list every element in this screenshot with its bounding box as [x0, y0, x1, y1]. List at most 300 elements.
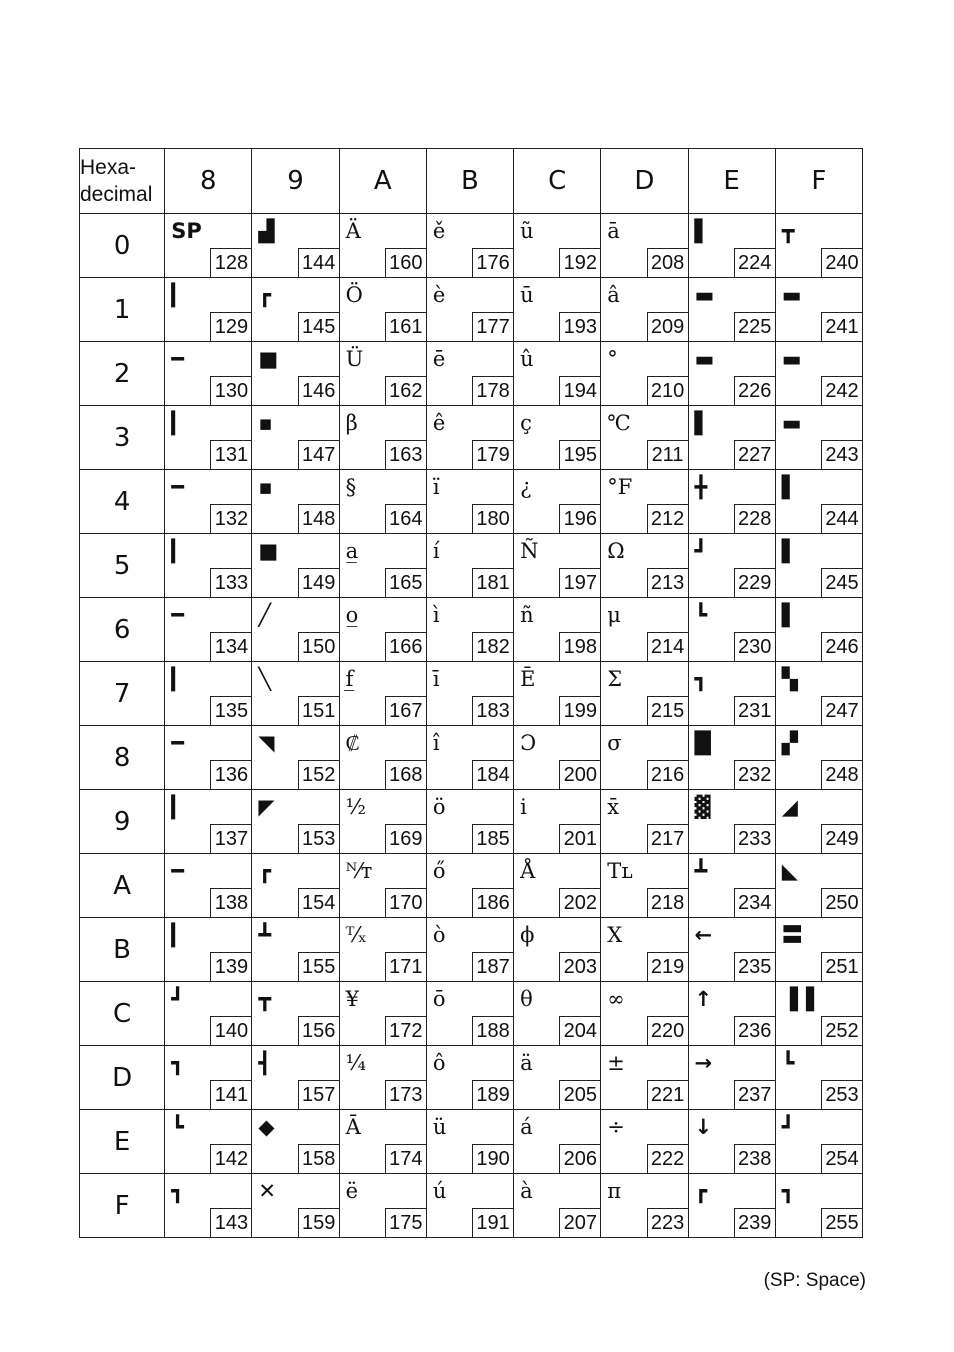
character-code-table	[79, 148, 863, 1238]
char-glyph: ┗	[171, 1115, 184, 1139]
decimal-code: 204	[559, 1016, 601, 1046]
decimal-code: 220	[647, 1016, 689, 1046]
decimal-code: 174	[385, 1144, 427, 1174]
char-cell-158	[252, 1110, 339, 1174]
decimal-code: 244	[821, 504, 863, 534]
char-cell-177	[426, 278, 513, 342]
decimal-code: 178	[472, 376, 514, 406]
char-glyph: Ē	[520, 667, 536, 691]
decimal-code: 139	[210, 952, 252, 982]
char-cell-145	[252, 278, 339, 342]
char-glyph: ▌	[781, 539, 798, 563]
decimal-code: 190	[472, 1144, 514, 1174]
char-glyph: Ä	[345, 219, 361, 243]
char-glyph: ┓	[171, 1179, 184, 1203]
char-cell-184	[426, 726, 513, 790]
char-glyph: ━	[171, 859, 184, 883]
char-cell-154	[252, 854, 339, 918]
char-glyph: ō	[432, 987, 446, 1011]
column-header-a: A	[339, 149, 426, 214]
char-glyph: β	[345, 411, 358, 435]
char-cell-230	[688, 598, 775, 662]
char-glyph: ᴺ⁄ᴛ	[345, 859, 373, 883]
decimal-code: 247	[821, 696, 863, 726]
char-cell-201	[514, 790, 601, 854]
decimal-code: 217	[647, 824, 689, 854]
char-cell-182	[426, 598, 513, 662]
row-header-b: B	[80, 918, 165, 982]
table-row	[80, 726, 863, 790]
table-row	[80, 1110, 863, 1174]
decimal-code: 169	[385, 824, 427, 854]
char-glyph: ▎	[171, 667, 188, 691]
decimal-code: 209	[647, 312, 689, 342]
decimal-code: 197	[559, 568, 601, 598]
char-cell-192	[514, 214, 601, 278]
decimal-code: 160	[385, 248, 427, 278]
char-cell-244	[775, 470, 862, 534]
char-glyph: ℃	[607, 411, 631, 435]
decimal-code: 233	[734, 824, 776, 854]
char-glyph: a̲	[345, 539, 359, 563]
char-glyph: â	[607, 283, 620, 307]
char-cell-224	[688, 214, 775, 278]
char-cell-143	[165, 1174, 252, 1238]
char-cell-166	[339, 598, 426, 662]
decimal-code: 137	[210, 824, 252, 854]
decimal-code: 214	[647, 632, 689, 662]
char-cell-226	[688, 342, 775, 406]
decimal-code: 158	[298, 1144, 340, 1174]
char-glyph: ő	[432, 859, 446, 883]
char-glyph: █	[694, 731, 711, 755]
decimal-code: 163	[385, 440, 427, 470]
row-header-a: A	[80, 854, 165, 918]
char-cell-140	[165, 982, 252, 1046]
char-glyph: ▎	[171, 411, 188, 435]
column-header-e: E	[688, 149, 775, 214]
decimal-code: 156	[298, 1016, 340, 1046]
decimal-code: 218	[647, 888, 689, 918]
char-glyph: ━	[171, 347, 184, 371]
char-cell-181	[426, 534, 513, 598]
decimal-code: 164	[385, 504, 427, 534]
char-cell-205	[514, 1046, 601, 1110]
char-cell-176	[426, 214, 513, 278]
char-glyph: ▪	[258, 475, 273, 499]
char-glyph: ¿	[520, 475, 532, 499]
char-cell-227	[688, 406, 775, 470]
char-cell-212	[601, 470, 688, 534]
char-glyph: ϕ	[520, 923, 535, 947]
decimal-code: 148	[298, 504, 340, 534]
table-row	[80, 406, 863, 470]
char-glyph: ú	[432, 1179, 447, 1203]
char-cell-202	[514, 854, 601, 918]
char-glyph: ë	[345, 1179, 359, 1203]
decimal-code: 182	[472, 632, 514, 662]
char-glyph: ┻	[258, 923, 272, 947]
decimal-code: 183	[472, 696, 514, 726]
char-glyph: ▎	[171, 283, 188, 307]
hexadecimal-label	[80, 149, 165, 214]
char-glyph: o̲	[345, 603, 359, 627]
decimal-code: 215	[647, 696, 689, 726]
char-glyph: è	[432, 283, 446, 307]
row-header-1: 1	[80, 278, 165, 342]
char-cell-165	[339, 534, 426, 598]
char-cell-150	[252, 598, 339, 662]
decimal-code: 202	[559, 888, 601, 918]
char-cell-240	[775, 214, 862, 278]
char-glyph: ◢	[781, 795, 798, 819]
char-glyph: ┗	[781, 1051, 795, 1075]
table-row	[80, 1174, 863, 1238]
column-header-b: B	[426, 149, 513, 214]
char-cell-151	[252, 662, 339, 726]
char-glyph: ■	[258, 539, 279, 563]
char-cell-218	[601, 854, 688, 918]
decimal-code: 252	[821, 1016, 863, 1046]
decimal-code: 180	[472, 504, 514, 534]
char-glyph: ◥	[258, 731, 275, 755]
char-cell-207	[514, 1174, 601, 1238]
char-glyph: ě	[432, 219, 446, 243]
char-glyph: ī	[432, 667, 440, 691]
char-glyph: ■	[258, 347, 279, 371]
char-glyph: ┏	[258, 859, 272, 883]
char-glyph: ô	[432, 1051, 446, 1075]
decimal-code: 210	[647, 376, 689, 406]
row-header-2: 2	[80, 342, 165, 406]
decimal-code: 201	[559, 824, 601, 854]
char-cell-219	[601, 918, 688, 982]
decimal-code: 253	[821, 1080, 863, 1110]
row-header-0: 0	[80, 214, 165, 278]
char-cell-232	[688, 726, 775, 790]
char-glyph: ↓	[694, 1115, 713, 1139]
row-header-7: 7	[80, 662, 165, 726]
char-glyph: ◆	[258, 1115, 275, 1139]
char-glyph: ì	[432, 603, 440, 627]
char-cell-215	[601, 662, 688, 726]
char-glyph: á	[520, 1115, 533, 1139]
decimal-code: 159	[298, 1208, 340, 1238]
row-header-6: 6	[80, 598, 165, 662]
footnote: (SP: Space)	[763, 1270, 866, 1291]
decimal-code: 138	[210, 888, 252, 918]
decimal-code: 130	[210, 376, 252, 406]
char-glyph: ē	[432, 347, 446, 371]
char-glyph: °F	[607, 475, 633, 499]
table-row	[80, 918, 863, 982]
char-glyph: ▟	[258, 219, 275, 243]
char-glyph: ▬	[694, 283, 715, 307]
decimal-code: 150	[298, 632, 340, 662]
decimal-code: 147	[298, 440, 340, 470]
char-glyph: ▓	[694, 795, 711, 819]
char-glyph: ö	[432, 795, 446, 819]
char-cell-137	[165, 790, 252, 854]
char-cell-132	[165, 470, 252, 534]
decimal-code: 184	[472, 760, 514, 790]
char-glyph: ┛	[694, 539, 708, 563]
decimal-code: 143	[210, 1208, 252, 1238]
char-cell-180	[426, 470, 513, 534]
table-row	[80, 790, 863, 854]
char-cell-169	[339, 790, 426, 854]
char-cell-228	[688, 470, 775, 534]
char-glyph: θ	[520, 987, 533, 1011]
table-row	[80, 214, 863, 278]
decimal-code: 248	[821, 760, 863, 790]
char-cell-204	[514, 982, 601, 1046]
char-cell-160	[339, 214, 426, 278]
char-cell-195	[514, 406, 601, 470]
decimal-code: 219	[647, 952, 689, 982]
decimal-code: 191	[472, 1208, 514, 1238]
char-cell-193	[514, 278, 601, 342]
char-glyph: σ	[607, 731, 622, 755]
char-cell-191	[426, 1174, 513, 1238]
decimal-code: 165	[385, 568, 427, 598]
char-cell-171	[339, 918, 426, 982]
char-cell-167	[339, 662, 426, 726]
char-glyph: ┏	[694, 1179, 708, 1203]
char-cell-170	[339, 854, 426, 918]
char-cell-229	[688, 534, 775, 598]
decimal-code: 151	[298, 696, 340, 726]
char-glyph: ━	[171, 475, 184, 499]
table-row	[80, 982, 863, 1046]
char-glyph: ┻	[694, 859, 708, 883]
decimal-code: 251	[821, 952, 863, 982]
decimal-code: 157	[298, 1080, 340, 1110]
decimal-code: 243	[821, 440, 863, 470]
char-glyph: ▎	[171, 795, 188, 819]
decimal-code: 230	[734, 632, 776, 662]
char-glyph: ┓	[694, 667, 708, 691]
char-cell-149	[252, 534, 339, 598]
column-header-row	[80, 149, 863, 214]
char-glyph: ç	[520, 411, 532, 435]
char-glyph: ╋	[694, 475, 708, 499]
char-glyph: →	[694, 1051, 713, 1075]
decimal-code: 166	[385, 632, 427, 662]
table-row	[80, 278, 863, 342]
char-cell-136	[165, 726, 252, 790]
char-glyph: ü	[432, 1115, 447, 1139]
char-cell-164	[339, 470, 426, 534]
char-cell-175	[339, 1174, 426, 1238]
char-cell-163	[339, 406, 426, 470]
char-cell-186	[426, 854, 513, 918]
char-cell-138	[165, 854, 252, 918]
decimal-code: 172	[385, 1016, 427, 1046]
decimal-code: 195	[559, 440, 601, 470]
char-cell-198	[514, 598, 601, 662]
decimal-code: 136	[210, 760, 252, 790]
decimal-code: 170	[385, 888, 427, 918]
decimal-code: 239	[734, 1208, 776, 1238]
char-glyph: ▎	[171, 923, 188, 947]
char-glyph: ←	[694, 923, 713, 947]
char-glyph: ▞	[781, 731, 798, 755]
char-glyph: ▬	[781, 347, 802, 371]
decimal-code: 168	[385, 760, 427, 790]
decimal-code: 133	[210, 568, 252, 598]
decimal-code: 236	[734, 1016, 776, 1046]
decimal-code: 212	[647, 504, 689, 534]
char-glyph: Σ	[607, 667, 623, 691]
char-cell-237	[688, 1046, 775, 1110]
char-glyph: ▌	[781, 475, 798, 499]
char-cell-172	[339, 982, 426, 1046]
char-cell-255	[775, 1174, 862, 1238]
char-glyph: x̄	[607, 795, 620, 819]
decimal-code: 132	[210, 504, 252, 534]
decimal-code: 231	[734, 696, 776, 726]
decimal-code: 246	[821, 632, 863, 662]
char-glyph: ±	[607, 1051, 625, 1075]
char-cell-135	[165, 662, 252, 726]
char-cell-189	[426, 1046, 513, 1110]
decimal-code: 222	[647, 1144, 689, 1174]
char-cell-128	[165, 214, 252, 278]
char-cell-217	[601, 790, 688, 854]
table-row	[80, 470, 863, 534]
decimal-code: 142	[210, 1144, 252, 1174]
char-cell-142	[165, 1110, 252, 1174]
decimal-code: 185	[472, 824, 514, 854]
row-header-9: 9	[80, 790, 165, 854]
char-glyph: ▪	[258, 411, 273, 435]
char-cell-203	[514, 918, 601, 982]
decimal-code: 250	[821, 888, 863, 918]
char-cell-209	[601, 278, 688, 342]
char-glyph: ï	[432, 475, 440, 499]
table-row	[80, 1046, 863, 1110]
table-row	[80, 598, 863, 662]
char-glyph: ◣	[781, 859, 798, 883]
row-header-3: 3	[80, 406, 165, 470]
char-glyph: ê	[432, 411, 446, 435]
char-glyph: ▎	[171, 539, 188, 563]
char-glyph: ◤	[258, 795, 275, 819]
char-glyph: ½	[345, 795, 366, 819]
char-cell-242	[775, 342, 862, 406]
char-glyph: ä	[520, 1051, 533, 1075]
char-glyph: ↑	[694, 987, 713, 1011]
table-row	[80, 662, 863, 726]
char-cell-208	[601, 214, 688, 278]
char-cell-174	[339, 1110, 426, 1174]
char-cell-220	[601, 982, 688, 1046]
char-glyph: Ā	[345, 1115, 361, 1139]
char-cell-246	[775, 598, 862, 662]
decimal-code: 134	[210, 632, 252, 662]
char-cell-134	[165, 598, 252, 662]
char-glyph: ╱	[258, 603, 272, 627]
char-cell-187	[426, 918, 513, 982]
char-cell-178	[426, 342, 513, 406]
char-cell-185	[426, 790, 513, 854]
char-glyph: ┓	[781, 1179, 795, 1203]
decimal-code: 223	[647, 1208, 689, 1238]
table-row	[80, 534, 863, 598]
decimal-code: 145	[298, 312, 340, 342]
char-glyph: ũ	[520, 219, 534, 243]
char-glyph: ā	[607, 219, 620, 243]
char-cell-249	[775, 790, 862, 854]
char-glyph: μ	[607, 603, 621, 627]
char-glyph: ━	[171, 603, 184, 627]
row-header-c: C	[80, 982, 165, 1046]
char-cell-157	[252, 1046, 339, 1110]
char-glyph: ▌	[694, 411, 711, 435]
decimal-code: 232	[734, 760, 776, 790]
decimal-code: 140	[210, 1016, 252, 1046]
char-glyph: Tʟ	[607, 859, 633, 883]
char-cell-235	[688, 918, 775, 982]
decimal-code: 245	[821, 568, 863, 598]
decimal-code: 167	[385, 696, 427, 726]
decimal-code: 200	[559, 760, 601, 790]
char-cell-199	[514, 662, 601, 726]
char-cell-231	[688, 662, 775, 726]
decimal-code: 196	[559, 504, 601, 534]
decimal-code: 179	[472, 440, 514, 470]
char-glyph: Å	[520, 859, 536, 883]
table-row	[80, 342, 863, 406]
char-cell-223	[601, 1174, 688, 1238]
char-cell-234	[688, 854, 775, 918]
decimal-code: 146	[298, 376, 340, 406]
row-header-4: 4	[80, 470, 165, 534]
decimal-code: 203	[559, 952, 601, 982]
char-glyph: Ɔ	[520, 731, 537, 755]
char-cell-155	[252, 918, 339, 982]
decimal-code: 144	[298, 248, 340, 278]
char-glyph: ┏	[258, 283, 272, 307]
char-glyph: í	[432, 539, 440, 563]
char-cell-194	[514, 342, 601, 406]
char-cell-250	[775, 854, 862, 918]
char-glyph: ò	[432, 923, 446, 947]
char-glyph: ┳	[781, 219, 795, 243]
char-cell-200	[514, 726, 601, 790]
char-glyph: ━	[171, 731, 184, 755]
char-glyph: ▐▐	[781, 987, 815, 1011]
char-glyph: ▚	[781, 667, 798, 691]
char-cell-141	[165, 1046, 252, 1110]
char-cell-214	[601, 598, 688, 662]
decimal-code: 227	[734, 440, 776, 470]
decimal-code: 229	[734, 568, 776, 598]
decimal-code: 153	[298, 824, 340, 854]
char-cell-159	[252, 1174, 339, 1238]
char-glyph: ∞	[607, 987, 625, 1011]
decimal-code: 254	[821, 1144, 863, 1174]
decimal-code: 198	[559, 632, 601, 662]
decimal-code: 207	[559, 1208, 601, 1238]
decimal-code: 129	[210, 312, 252, 342]
char-glyph: i	[520, 795, 527, 819]
decimal-code: 205	[559, 1080, 601, 1110]
decimal-code: 135	[210, 696, 252, 726]
decimal-code: 249	[821, 824, 863, 854]
decimal-code: 189	[472, 1080, 514, 1110]
